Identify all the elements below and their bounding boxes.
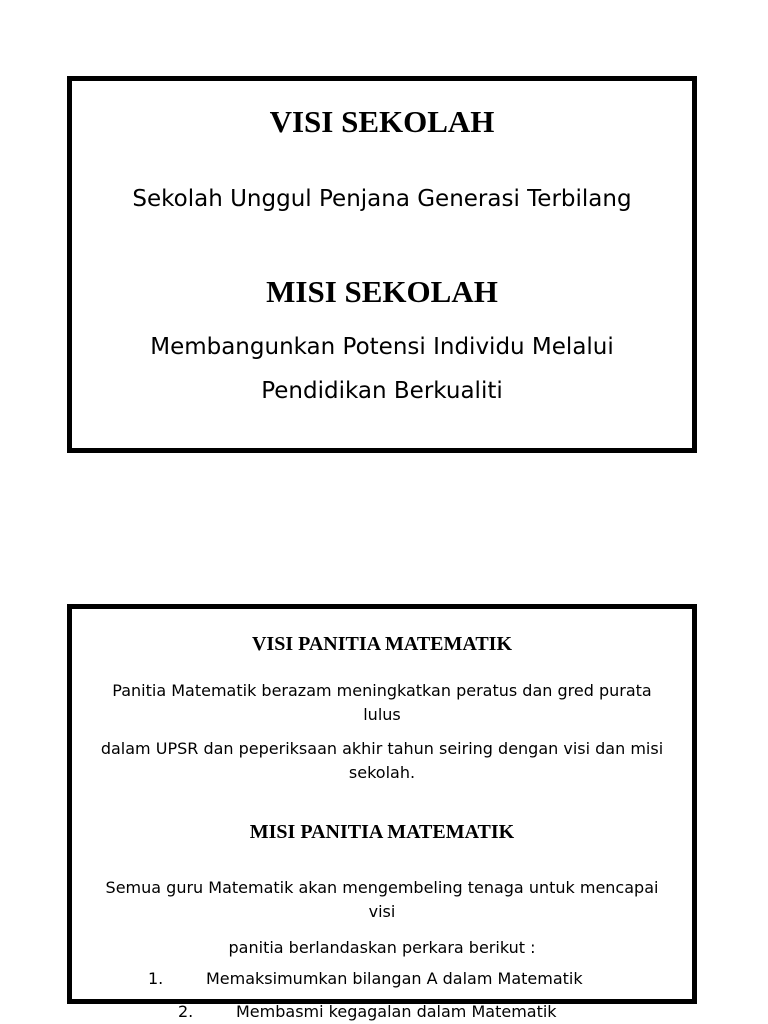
list-item-number: 1. bbox=[148, 969, 164, 988]
mission-list-item bbox=[148, 969, 583, 988]
list-item-text: Membasmi kegagalan dalam Matematik bbox=[236, 1002, 557, 1021]
mission-p1-line2: visi bbox=[368, 902, 396, 921]
math-panel-vision-title: VISI PANITIA MATEMATIK bbox=[251, 633, 513, 655]
school-mission-title: MISI SEKOLAH bbox=[266, 274, 498, 309]
mission-list-item bbox=[178, 1002, 557, 1021]
list-item-text: Memaksimumkan bilangan A dalam Matematik bbox=[206, 969, 583, 988]
math-panel-vision-mission-box bbox=[67, 604, 697, 1021]
math-panel-vision-paragraph-1 bbox=[72, 679, 692, 727]
school-mission-text-line1: Membangunkan Potensi Individu Melalui bbox=[150, 334, 614, 360]
vision-p2-line1: dalam UPSR dan peperiksaan akhir tahun seiring dengan visi dan misi bbox=[100, 739, 664, 758]
vision-p2-line2: sekolah. bbox=[348, 763, 416, 782]
school-vision-title: VISI SEKOLAH bbox=[269, 104, 495, 139]
math-panel-vision-paragraph-2 bbox=[72, 737, 692, 785]
vision-p1-line1: Panitia Matematik berazam meningkatkan peratus dan gred purata bbox=[112, 681, 652, 700]
math-panel-mission-title: MISI PANITIA MATEMATIK bbox=[249, 821, 515, 843]
math-panel-mission-paragraph-2: panitia berlandaskan perkara berikut : bbox=[228, 938, 536, 957]
school-vision-text: Sekolah Unggul Penjana Generasi Terbilang bbox=[132, 186, 632, 212]
mission-p1-line1: Semua guru Matematik akan mengembeling tenaga untuk mencapai bbox=[105, 878, 659, 897]
list-item-number: 2. bbox=[178, 1002, 194, 1021]
vision-p1-line2: lulus bbox=[363, 705, 401, 724]
school-vision-mission-box bbox=[67, 76, 697, 453]
math-panel-mission-paragraph-1 bbox=[72, 876, 692, 924]
school-mission-text-line2: Pendidikan Berkualiti bbox=[261, 378, 503, 404]
